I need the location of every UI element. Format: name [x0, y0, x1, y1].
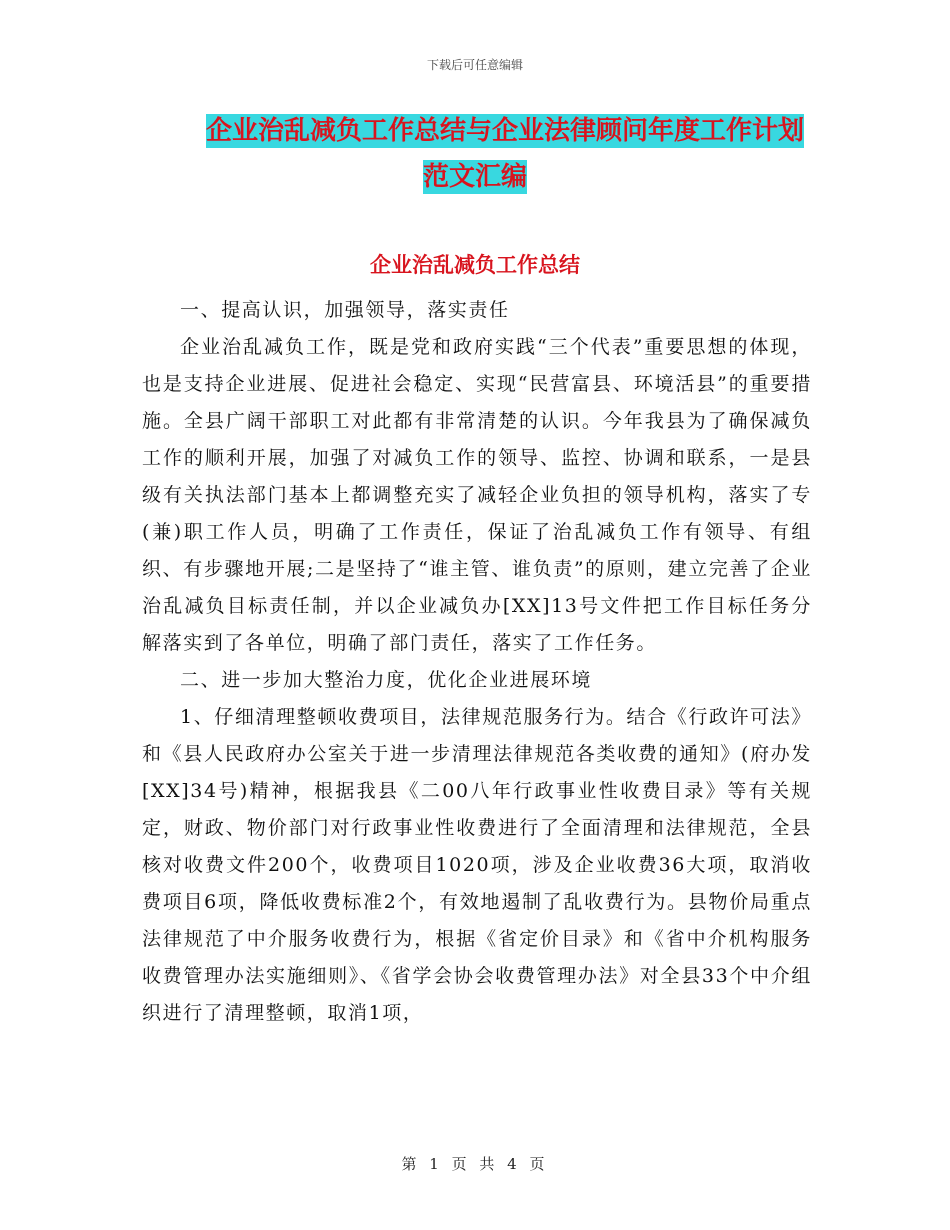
section-heading: 企业治乱减负工作总结	[370, 253, 580, 277]
document-title-line-1: 企业治乱减负工作总结与企业法律顾问年度工作计划	[205, 116, 804, 146]
body-paragraph: 一、提高认识，加强领导，落实责任	[180, 299, 510, 321]
body-paragraph: 二、进一步加大整治力度，优化企业进展环境	[180, 669, 593, 691]
page-number: 第 1 页 共 4 页	[401, 1155, 549, 1173]
document-body	[142, 292, 812, 1032]
body-paragraph: 1、仔细清理整顿收费项目，法律规范服务行为。结合《行政许可法》和《县人民政府办公室关于进一步清理法律规范各类收费的通知》(府办发[XX]34号)精神，根据我县《二00八年行政事业性收费目录》等有关规定，财政、物价部门对行政事业性收费进行了全面清理和法律规范，全县核对收费文件200个，收费项目1020项，涉及企业收费36大项，取消收费项目6项，降低收费标准2个，有效地遏制了乱收费行为。县物价局重点法律规范了中介服务收费行为，根据《省定价目录》和《省中介机构服务收费管理办法实施细则》、《省学会协会收费管理办法》对全县33个中介组织进行了清理整顿，取消1项，	[142, 706, 812, 1024]
document-title-line-2: 范文汇编	[422, 162, 527, 192]
header-note: 下载后可任意编辑	[426, 58, 523, 72]
body-paragraph: 企业治乱减负工作，既是党和政府实践“三个代表”重要思想的体现，也是支持企业进展、促进社会稳定、实现“民营富县、环境活县”的重要措施。全县广阔干部职工对此都有非常清楚的认识。今年我县为了确保减负工作的顺利开展，加强了对减负工作的领导、监控、协调和联系，一是县级有关执法部门基本上都调整充实了减轻企业负担的领导机构，落实了专(兼)职工作人员，明确了工作责任，保证了治乱减负工作有领导、有组织、有步骤地开展;二是坚持了“谁主管、谁负责”的原则，建立完善了企业治乱减负目标责任制，并以企业减负办[XX]13号文件把工作目标任务分解落实到了各单位，明确了部门责任，落实了工作任务。	[142, 336, 812, 654]
document-title	[0, 108, 950, 200]
